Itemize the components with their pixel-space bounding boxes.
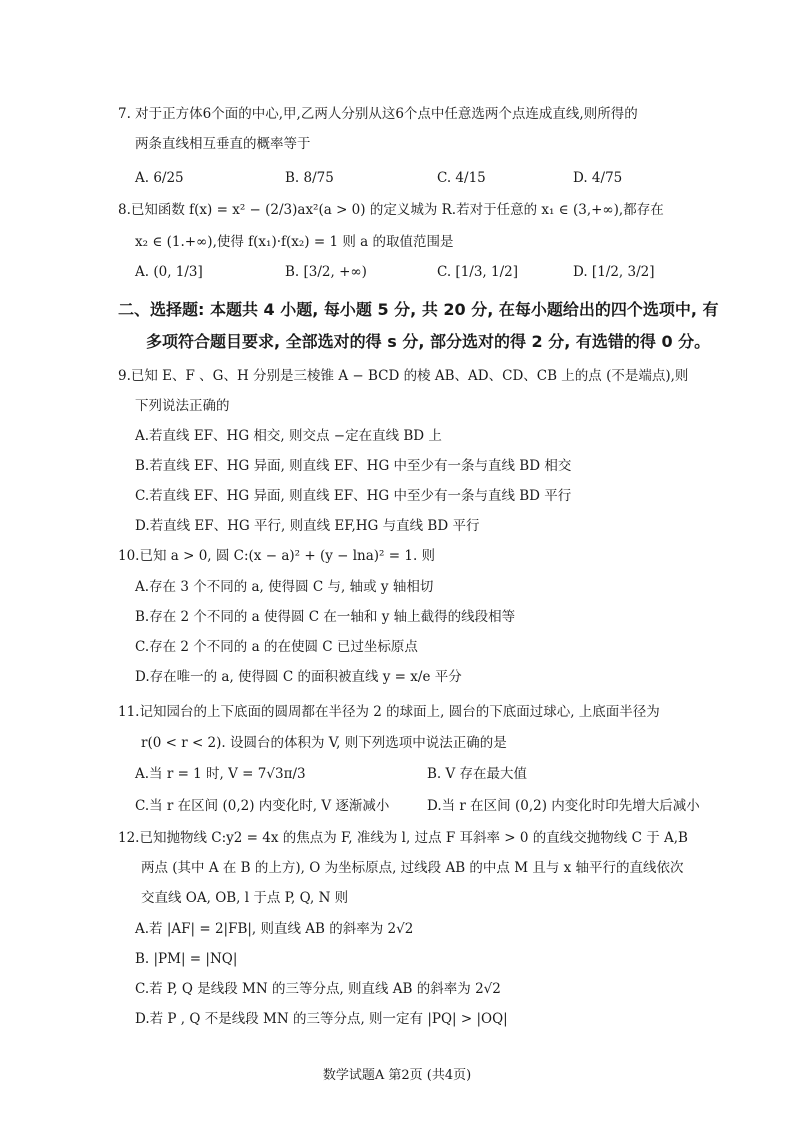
question-7-option-c: C. 4/15 <box>437 170 486 186</box>
question-9-stem-line-2: 下列说法正确的 <box>135 398 230 414</box>
question-10-option-d: D.存在唯一的 a, 使得圆 C 的面积被直线 y = x/e 平分 <box>135 669 462 685</box>
question-8-option-b: B. [3/2, +∞) <box>285 264 367 280</box>
question-9-option-c: C.若直线 EF、HG 异面, 则直线 EF、HG 中至少有一条与直线 BD 平行 <box>135 488 572 504</box>
question-10-stem: 10.已知 a > 0, 圆 C:(x − a)² + (y − lna)² = 1. 则 <box>118 548 436 564</box>
question-12-option-d: D.若 P , Q 不是线段 MN 的三等分点, 则一定有 |PQ| > |OQ| <box>135 1011 508 1027</box>
question-11-stem-line-2: r(0 < r < 2). 设圆台的体积为 V, 则下列选项中说法正确的是 <box>141 735 507 751</box>
question-8-stem-line-2: x₂ ∈ (1.+∞),使得 f(x₁)·f(x₂) = 1 则 a 的取值范围是 <box>135 234 454 250</box>
question-7-option-d: D. 4/75 <box>573 170 623 186</box>
question-10-option-c: C.存在 2 个不同的 a 的在使圆 C 已过坐标原点 <box>135 639 418 655</box>
question-8-option-c: C. [1/3, 1/2] <box>437 264 518 280</box>
question-9-stem-line-1: 9.已知 E、F 、G、H 分别是三棱锥 A − BCD 的棱 AB、AD、CD、CB 上的点 (不是端点),则 <box>118 368 689 384</box>
question-12-stem-line-3: 交直线 OA, OB, l 于点 P, Q, N 则 <box>141 890 349 906</box>
question-11-stem-line-1: 11.记知园台的上下底面的圆周都在半径为 2 的球面上, 圆台的下底面过球心, 上底面半径为 <box>118 704 660 720</box>
question-9-option-d: D.若直线 EF、HG 平行, 则直线 EF,HG 与直线 BD 平行 <box>135 518 480 534</box>
question-12-stem-line-1: 12.已知抛物线 C:y2 = 4x 的焦点为 F, 准线为 l, 过点 F 耳斜率 > 0 的直线交抛物线 C 于 A,B <box>118 830 688 846</box>
question-12-option-a: A.若 |AF| = 2|FB|, 则直线 AB 的斜率为 2√2 <box>135 921 414 937</box>
question-8-option-a: A. (0, 1/3] <box>135 264 203 280</box>
question-10-option-a: A.存在 3 个不同的 a, 使得圆 C 与, 轴或 y 轴相切 <box>135 579 434 595</box>
question-11-option-c: C.当 r 在区间 (0,2) 内变化时, V 逐渐减小 <box>135 798 390 814</box>
section-2-heading-line-1: 二、选择题: 本题共 4 小题, 每小题 5 分, 共 20 分, 在每小题给出的四个选项中, 有 <box>118 300 719 319</box>
question-9-option-b: B.若直线 EF、HG 异面, 则直线 EF、HG 中至少有一条与直线 BD 相交 <box>135 458 572 474</box>
question-11-option-a: A.当 r = 1 时, V = 7√3π/3 <box>135 766 306 782</box>
question-7-stem-line-1: 7. 对于正方体6个面的中心,甲,乙两人分别从这6个点中任意选两个点连成直线,则所得的 <box>118 106 638 122</box>
section-2-heading-line-2: 多项符合题目要求, 全部选对的得 s 分, 部分选对的得 2 分, 有选错的得 0 分。 <box>146 332 711 351</box>
question-7-stem-line-2: 两条直线相互垂直的概率等于 <box>135 136 311 152</box>
question-8-stem-line-1: 8.已知函数 f(x) = x² − (2/3)ax²(a > 0) 的定义城为 R.若对于任意的 x₁ ∈ (3,+∞),都存在 <box>118 202 664 218</box>
question-7-option-a: A. 6/25 <box>135 170 184 186</box>
question-12-stem-line-2: 两点 (其中 A 在 B 的上方), O 为坐标原点, 过线段 AB 的中点 M 且与 x 轴平行的直线依次 <box>141 860 684 876</box>
question-9-option-a: A.若直线 EF、HG 相交, 则交点 −定在直线 BD 上 <box>135 428 442 444</box>
question-8-option-d: D. [1/2, 3/2] <box>573 264 655 280</box>
page-footer: 数学试题A 第2页 (共4页) <box>322 1068 472 1083</box>
question-11-option-d: D.当 r 在区间 (0,2) 内变化时印先增大后减小 <box>427 798 700 814</box>
question-11-option-b: B. V 存在最大值 <box>427 766 528 782</box>
question-12-option-c: C.若 P, Q 是线段 MN 的三等分点, 则直线 AB 的斜率为 2√2 <box>135 981 501 997</box>
question-12-option-b: B. |PM| = |NQ| <box>135 951 238 967</box>
question-7-option-b: B. 8/75 <box>285 170 334 186</box>
question-10-option-b: B.存在 2 个不同的 a 使得圆 C 在一轴和 y 轴上截得的线段相等 <box>135 609 516 625</box>
